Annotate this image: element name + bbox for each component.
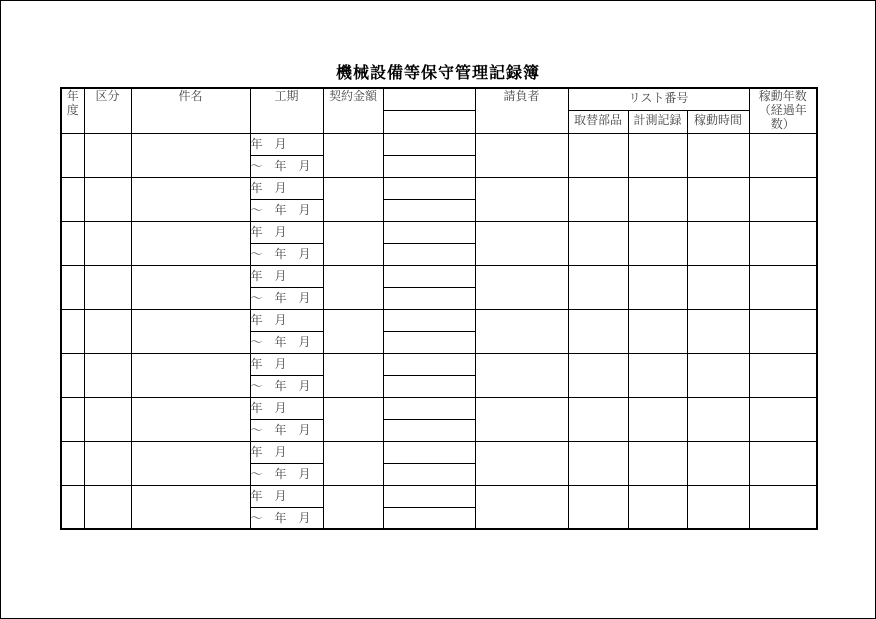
cell-year[interactable]: [61, 485, 84, 529]
cell-category[interactable]: [84, 397, 131, 441]
cell-period-end[interactable]: ～ 年 月: [250, 375, 323, 397]
cell-category[interactable]: [84, 441, 131, 485]
table-row: [61, 309, 817, 331]
cell-category[interactable]: [84, 353, 131, 397]
cell-item-name[interactable]: [131, 397, 250, 441]
cell-replacement-parts[interactable]: [568, 353, 628, 397]
cell-contractor[interactable]: [475, 397, 568, 441]
cell-period-start[interactable]: 年 月: [250, 353, 323, 375]
cell-operating-years[interactable]: [749, 221, 817, 265]
cell-blank-lower[interactable]: [383, 287, 475, 309]
cell-period-end[interactable]: ～ 年 月: [250, 155, 323, 177]
cell-replacement-parts[interactable]: [568, 177, 628, 221]
table-row: [61, 353, 817, 375]
cell-blank-lower[interactable]: [383, 419, 475, 441]
cell-item-name[interactable]: [131, 353, 250, 397]
header-contract-amount: 契約金額: [323, 88, 383, 133]
cell-operating-hours[interactable]: [687, 221, 749, 265]
cell-blank-upper[interactable]: [383, 265, 475, 287]
cell-year[interactable]: [61, 221, 84, 265]
cell-replacement-parts[interactable]: [568, 441, 628, 485]
cell-measurement-record[interactable]: [628, 353, 687, 397]
cell-replacement-parts[interactable]: [568, 309, 628, 353]
table-row: [61, 265, 817, 287]
cell-period-start[interactable]: 年 月: [250, 133, 323, 155]
cell-blank-lower[interactable]: [383, 331, 475, 353]
cell-contractor[interactable]: [475, 177, 568, 221]
cell-operating-years[interactable]: [749, 353, 817, 397]
cell-item-name[interactable]: [131, 133, 250, 177]
cell-replacement-parts[interactable]: [568, 397, 628, 441]
page-title: 機械設備等保守管理記録簿: [335, 63, 540, 82]
cell-period-end[interactable]: ～ 年 月: [250, 463, 323, 485]
cell-category[interactable]: [84, 221, 131, 265]
cell-period-start[interactable]: 年 月: [250, 397, 323, 419]
cell-period-start[interactable]: 年 月: [250, 309, 323, 331]
cell-period-end[interactable]: ～ 年 月: [250, 419, 323, 441]
cell-period-start[interactable]: 年 月: [250, 485, 323, 507]
cell-period-start[interactable]: 年 月: [250, 221, 323, 243]
cell-period-end[interactable]: ～ 年 月: [250, 331, 323, 353]
cell-blank-upper[interactable]: [383, 221, 475, 243]
cell-operating-years[interactable]: [749, 309, 817, 353]
cell-category[interactable]: [84, 265, 131, 309]
cell-contract-amount[interactable]: [323, 485, 383, 529]
cell-operating-hours[interactable]: [687, 441, 749, 485]
cell-contractor[interactable]: [475, 309, 568, 353]
header-measurement-record: 計測記録: [628, 110, 687, 133]
cell-contractor[interactable]: [475, 265, 568, 309]
cell-contract-amount[interactable]: [323, 397, 383, 441]
header-operating-years: 稼動年数（経過年数）: [749, 88, 817, 133]
cell-operating-hours[interactable]: [687, 353, 749, 397]
header-item-name: 件名: [131, 88, 250, 133]
cell-measurement-record[interactable]: [628, 441, 687, 485]
header-operating-hours: 稼動時間: [687, 110, 749, 133]
cell-measurement-record[interactable]: [628, 485, 687, 529]
cell-blank-lower[interactable]: [383, 507, 475, 529]
cell-operating-hours[interactable]: [687, 177, 749, 221]
cell-contractor[interactable]: [475, 441, 568, 485]
cell-contractor[interactable]: [475, 353, 568, 397]
cell-blank-upper[interactable]: [383, 133, 475, 155]
header-category: 区分: [84, 88, 131, 133]
cell-blank-lower[interactable]: [383, 243, 475, 265]
cell-category[interactable]: [84, 177, 131, 221]
header-construction-period: 工期: [250, 88, 323, 133]
cell-year[interactable]: [61, 265, 84, 309]
cell-measurement-record[interactable]: [628, 397, 687, 441]
cell-blank-lower[interactable]: [383, 463, 475, 485]
cell-measurement-record[interactable]: [628, 265, 687, 309]
cell-replacement-parts[interactable]: [568, 485, 628, 529]
cell-blank-upper[interactable]: [383, 441, 475, 463]
cell-operating-years[interactable]: [749, 265, 817, 309]
cell-contractor[interactable]: [475, 133, 568, 177]
cell-period-end[interactable]: ～ 年 月: [250, 243, 323, 265]
cell-blank-upper[interactable]: [383, 309, 475, 331]
cell-operating-years[interactable]: [749, 177, 817, 221]
cell-contractor[interactable]: [475, 485, 568, 529]
table-row: [61, 177, 817, 199]
cell-measurement-record[interactable]: [628, 221, 687, 265]
cell-replacement-parts[interactable]: [568, 133, 628, 177]
cell-item-name[interactable]: [131, 441, 250, 485]
cell-period-end[interactable]: ～ 年 月: [250, 507, 323, 529]
table-row: [61, 221, 817, 243]
cell-blank-upper[interactable]: [383, 485, 475, 507]
cell-operating-hours[interactable]: [687, 265, 749, 309]
cell-category[interactable]: [84, 133, 131, 177]
maintenance-ledger-table: [60, 87, 818, 530]
cell-contract-amount[interactable]: [323, 177, 383, 221]
cell-period-start[interactable]: 年 月: [250, 265, 323, 287]
cell-year[interactable]: [61, 353, 84, 397]
table-row: [61, 485, 817, 507]
cell-operating-years[interactable]: [749, 441, 817, 485]
cell-operating-hours[interactable]: [687, 485, 749, 529]
cell-year[interactable]: [61, 309, 84, 353]
cell-operating-years[interactable]: [749, 133, 817, 177]
cell-category[interactable]: [84, 309, 131, 353]
cell-year[interactable]: [61, 177, 84, 221]
table-row: [61, 397, 817, 419]
header-blank-upper: [383, 88, 475, 110]
cell-operating-hours[interactable]: [687, 133, 749, 177]
cell-contract-amount[interactable]: [323, 265, 383, 309]
cell-measurement-record[interactable]: [628, 133, 687, 177]
cell-operating-hours[interactable]: [687, 397, 749, 441]
header-blank-lower: [383, 110, 475, 133]
cell-period-end[interactable]: ～ 年 月: [250, 199, 323, 221]
cell-blank-upper[interactable]: [383, 397, 475, 419]
cell-period-start[interactable]: 年 月: [250, 177, 323, 199]
cell-year[interactable]: [61, 133, 84, 177]
cell-year[interactable]: [61, 397, 84, 441]
cell-contract-amount[interactable]: [323, 441, 383, 485]
table-row: [61, 441, 817, 463]
cell-contract-amount[interactable]: [323, 309, 383, 353]
cell-contractor[interactable]: [475, 221, 568, 265]
cell-item-name[interactable]: [131, 221, 250, 265]
header-list-number: リスト番号: [568, 88, 749, 110]
cell-year[interactable]: [61, 441, 84, 485]
cell-item-name[interactable]: [131, 177, 250, 221]
cell-operating-hours[interactable]: [687, 309, 749, 353]
cell-operating-years[interactable]: [749, 485, 817, 529]
cell-replacement-parts[interactable]: [568, 265, 628, 309]
cell-item-name[interactable]: [131, 265, 250, 309]
cell-replacement-parts[interactable]: [568, 221, 628, 265]
header-year: 年度: [61, 88, 84, 133]
cell-item-name[interactable]: [131, 309, 250, 353]
cell-contract-amount[interactable]: [323, 353, 383, 397]
header-replacement-parts: 取替部品: [568, 110, 628, 133]
cell-measurement-record[interactable]: [628, 309, 687, 353]
cell-operating-years[interactable]: [749, 397, 817, 441]
cell-blank-lower[interactable]: [383, 155, 475, 177]
cell-period-start[interactable]: 年 月: [250, 441, 323, 463]
cell-blank-lower[interactable]: [383, 375, 475, 397]
cell-blank-upper[interactable]: [383, 353, 475, 375]
cell-item-name[interactable]: [131, 485, 250, 529]
header-contractor: 請負者: [475, 88, 568, 133]
cell-contract-amount[interactable]: [323, 221, 383, 265]
cell-blank-lower[interactable]: [383, 199, 475, 221]
cell-measurement-record[interactable]: [628, 177, 687, 221]
cell-blank-upper[interactable]: [383, 177, 475, 199]
table-row: [61, 133, 817, 155]
cell-category[interactable]: [84, 485, 131, 529]
cell-contract-amount[interactable]: [323, 133, 383, 177]
cell-period-end[interactable]: ～ 年 月: [250, 287, 323, 309]
